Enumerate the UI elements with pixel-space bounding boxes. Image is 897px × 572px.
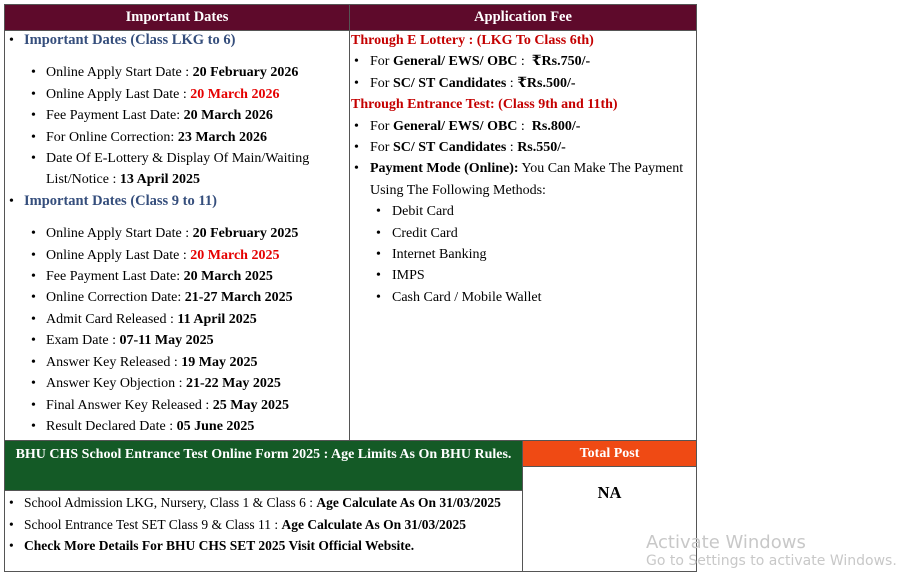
fee-amount: ₹Rs.750/- [531, 54, 591, 70]
application-fee-cell [349, 30, 697, 441]
age-item [5, 492, 522, 514]
date-value: 20 March 2025 [190, 247, 280, 263]
date-label: Admit Card Released : [46, 311, 178, 327]
date-item [5, 352, 349, 373]
date-value: 20 February 2026 [192, 65, 299, 81]
activate-windows-subtitle: Go to Settings to activate Windows. [646, 553, 897, 570]
activate-windows-title: Activate Windows [646, 531, 806, 553]
dates-9-11-title: Important Dates (Class 9 to 11) [24, 192, 217, 209]
date-value: 05 June 2025 [176, 418, 255, 434]
age-limits-header-text: BHU CHS School Entrance Test Online Form 2025 : Age Limits As On BHU Rules. [15, 447, 512, 462]
date-label: Online Correction Date: [46, 290, 185, 306]
fee-amount: Rs.550/- [517, 140, 566, 156]
payment-method-item: • Debit Card [370, 201, 696, 222]
date-value: 20 March 2025 [183, 269, 273, 285]
date-label: For Online Correction: [46, 129, 178, 145]
entrance-test-heading: Through Entrance Test: (Class 9th and 11th) [351, 97, 618, 113]
payment-mode-text: You Can Make The Payment Using The Following Methods: [370, 161, 684, 198]
date-item [5, 148, 349, 191]
lottery-heading: Through E Lottery : (LKG To Class 6th) [351, 33, 594, 48]
important-dates-cell [4, 30, 350, 441]
payment-method-item: • Cash Card / Mobile Wallet [370, 287, 696, 308]
age-limits-header [4, 440, 523, 491]
total-post-header-text: Total Post [579, 446, 640, 461]
fee-category: SC/ ST Candidates [392, 75, 507, 91]
date-value: 21-27 March 2025 [184, 290, 293, 306]
fee-item [328, 116, 696, 137]
fee-category: SC/ ST Candidates [392, 140, 507, 156]
age-text: School Entrance Test SET Class 9 & Class 11 : [24, 516, 282, 532]
date-item [5, 309, 349, 330]
date-label: Online Apply Start Date : [46, 65, 193, 81]
fee-prefix: For [370, 75, 393, 91]
important-dates-header [4, 4, 350, 31]
fee-item [328, 73, 696, 94]
total-post-header [522, 440, 697, 467]
date-label: Date Of E-Lottery & Display Of Main/Waiting List/Notice : [46, 151, 310, 188]
fee-prefix: For [370, 118, 393, 134]
date-item [5, 266, 349, 287]
date-value: 25 May 2025 [212, 397, 290, 413]
age-text: School Admission LKG, Nursery, Class 1 & Class 6 : [24, 495, 317, 510]
date-label: Final Answer Key Released : [46, 397, 213, 413]
fee-amount: Rs.800/- [531, 118, 581, 134]
fee-separator: : [506, 140, 518, 156]
age-bold-text: Age Calculate As On 31/03/2025 [316, 495, 501, 510]
date-item [5, 416, 349, 437]
date-value: 07-11 May 2025 [119, 333, 214, 349]
fee-item [328, 51, 696, 72]
payment-mode-label: Payment Mode (Online): [370, 161, 519, 177]
date-label: Exam Date : [46, 333, 120, 349]
payment-method-item: • IMPS [370, 265, 696, 286]
date-item [5, 223, 349, 244]
date-label: Fee Payment Last Date: [46, 269, 184, 285]
total-post-value: NA [597, 483, 622, 502]
payment-mode-item [328, 158, 696, 308]
fee-separator: : [517, 54, 532, 70]
date-item [5, 287, 349, 308]
date-value: 13 April 2025 [119, 172, 201, 188]
payment-method-item: • Credit Card [370, 223, 696, 244]
date-label: Online Apply Last Date : [46, 247, 191, 263]
fee-separator: : [517, 118, 532, 134]
fee-separator: : [506, 75, 518, 91]
date-label: Answer Key Released : [46, 354, 182, 370]
date-item [5, 245, 349, 266]
date-item [5, 84, 349, 105]
date-label: Result Declared Date : [46, 418, 177, 434]
date-value: 23 March 2026 [177, 129, 267, 145]
date-item [5, 330, 349, 351]
dates-lkg-title: Important Dates (Class LKG to 6) [24, 32, 236, 48]
dates-9-11-section [5, 191, 349, 437]
date-value: 20 February 2025 [192, 226, 299, 242]
date-label: Online Apply Last Date : [46, 86, 191, 102]
fee-amount: ₹Rs.500/- [517, 75, 576, 91]
payment-method-item: • Internet Banking [370, 244, 696, 265]
date-item [5, 373, 349, 394]
date-item [5, 62, 349, 83]
date-item [5, 395, 349, 416]
activate-windows-watermark [0, 531, 897, 572]
date-item [5, 105, 349, 126]
fee-prefix: For [370, 140, 393, 156]
fee-category: General/ EWS/ OBC [392, 54, 518, 70]
date-value: 21-22 May 2025 [185, 376, 281, 392]
age-bold-text: Check More Details For BHU CHS SET 2025 Visit Official Website. [24, 538, 415, 553]
date-value: 11 April 2025 [177, 311, 257, 327]
date-value: 20 March 2026 [183, 108, 273, 124]
date-label: Answer Key Objection : [46, 376, 186, 392]
date-label: Online Apply Start Date : [46, 226, 193, 242]
date-label: Fee Payment Last Date: [46, 108, 184, 124]
dates-lkg-section [5, 30, 349, 191]
date-item [5, 127, 349, 148]
fee-category: General/ EWS/ OBC [392, 118, 518, 134]
application-fee-header [349, 4, 697, 31]
fee-item [328, 137, 696, 158]
fee-prefix: For [370, 54, 393, 70]
age-bold-text: Age Calculate As On 31/03/2025 [281, 516, 467, 532]
date-value: 20 March 2026 [190, 86, 280, 102]
application-fee-header-text: Application Fee [474, 9, 572, 25]
date-value: 19 May 2025 [181, 354, 258, 370]
important-dates-header-text: Important Dates [125, 9, 229, 25]
